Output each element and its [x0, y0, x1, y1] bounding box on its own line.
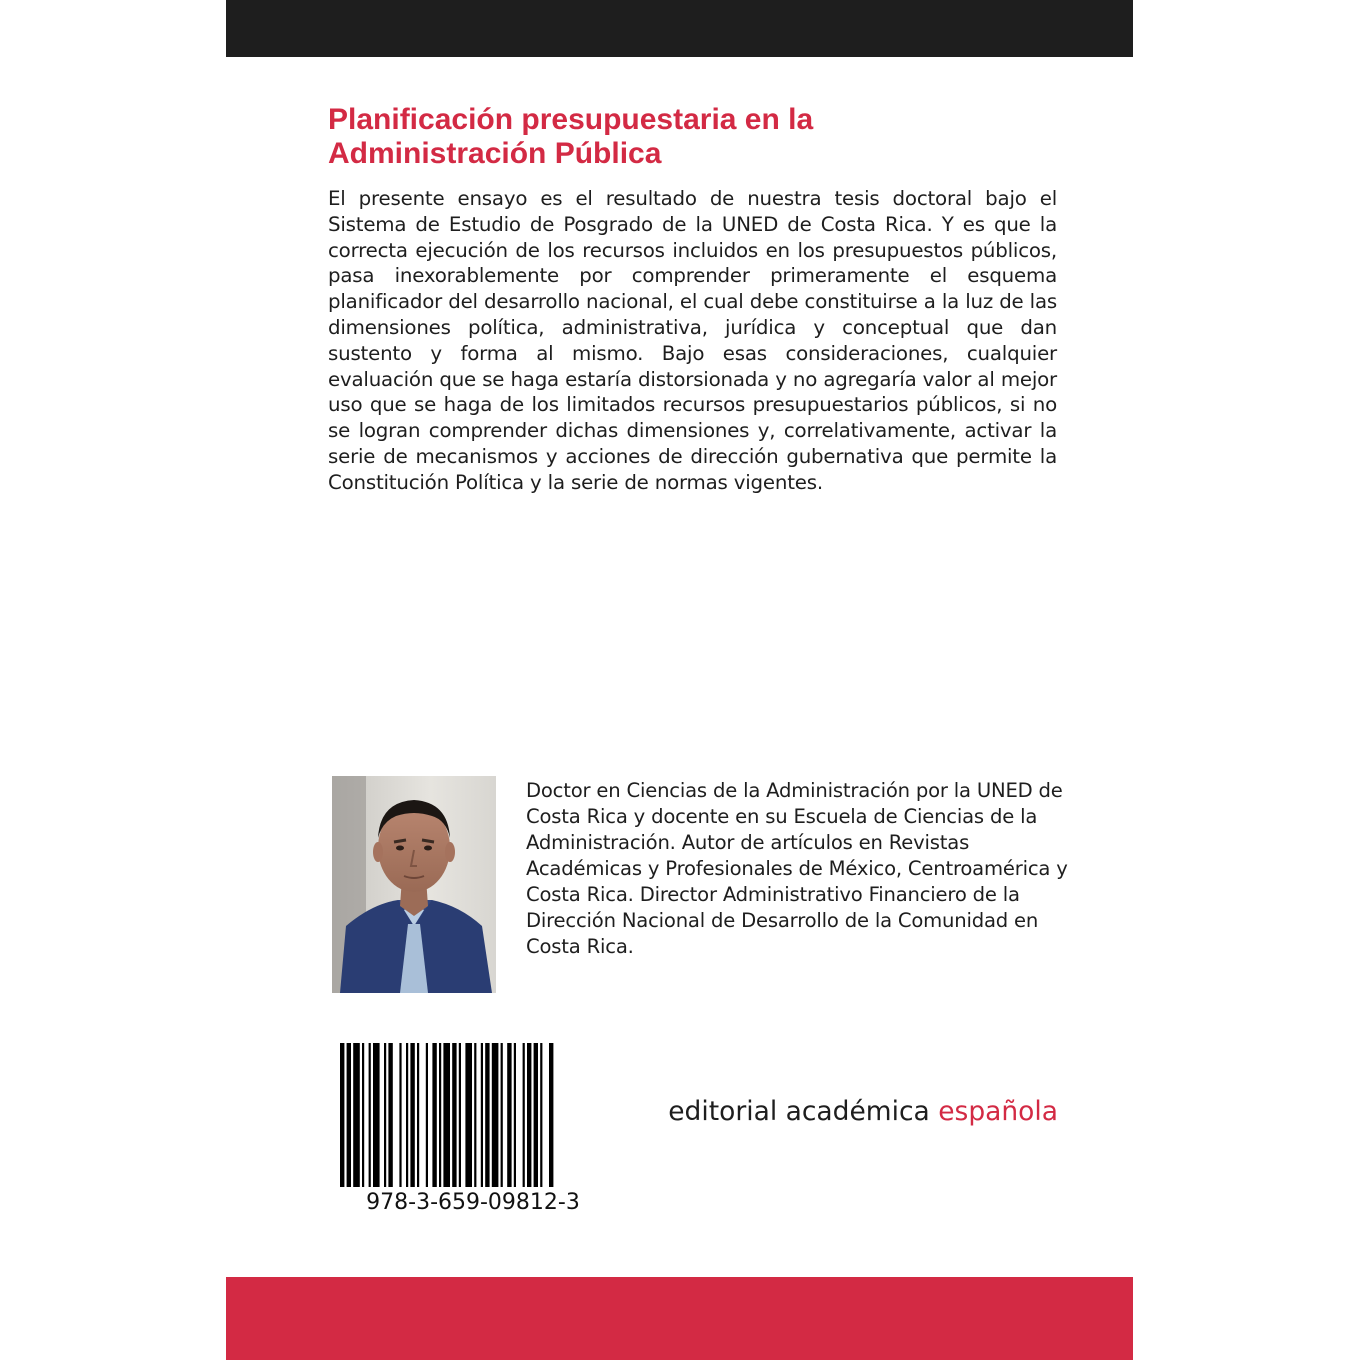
publisher-logo	[656, 1096, 1058, 1127]
top-dark-band	[226, 0, 1133, 57]
book-title-line-2: Administración Pública	[328, 137, 662, 170]
author-portrait-image	[332, 776, 496, 993]
author-photo	[332, 776, 496, 993]
bottom-accent-band	[226, 1277, 1133, 1360]
book-title-line-1: Planificación presupuestaria en la	[328, 103, 814, 136]
book-back-cover	[226, 0, 1133, 1360]
book-title	[328, 103, 1048, 171]
book-blurb: El presente ensayo es el resultado de nuestra tesis doctoral bajo el Sistema de Estudio de Posgrado de la UNED de Costa Rica. Y es que la correcta ejecución de los recursos incluidos en los presupuestos públicos, pasa inexorablemente por comprender primeramente el esquema planificador del desarrollo nacional, el cual debe constituirse a la luz de las dimensiones política, administrativa, jurídica y conceptual que dan sustento y forma al mismo. Bajo esas consideraciones, cualquier evaluación que se haga estaría distorsionada y no agregaría valor al mejor uso que se haga de los limitados recursos presupuestarios públicos, si no se logran comprender dichas dimensiones y, correlativamente, activar la serie de mecanismos y acciones de dirección gubernativa que permite la Constitución Política y la serie de normas vigentes.	[328, 187, 1057, 494]
isbn-number: 978-3-659-09812-3	[366, 1190, 580, 1215]
author-bio: Doctor en Ciencias de la Administración por la UNED de Costa Rica y docente en su Escuela de Ciencias de la Administración. Autor de artículos en Revistas Académicas y Profesionales de México, Centroamérica y Costa Rica. Director Administrativo Financiero de la Dirección Nacional de Desarrollo de la Comunidad en Costa Rica.	[526, 779, 1068, 958]
barcode-graphic	[340, 1043, 606, 1187]
publisher-name-accent: española	[938, 1096, 1058, 1127]
publisher-name-dark: editorial académica	[668, 1096, 930, 1127]
